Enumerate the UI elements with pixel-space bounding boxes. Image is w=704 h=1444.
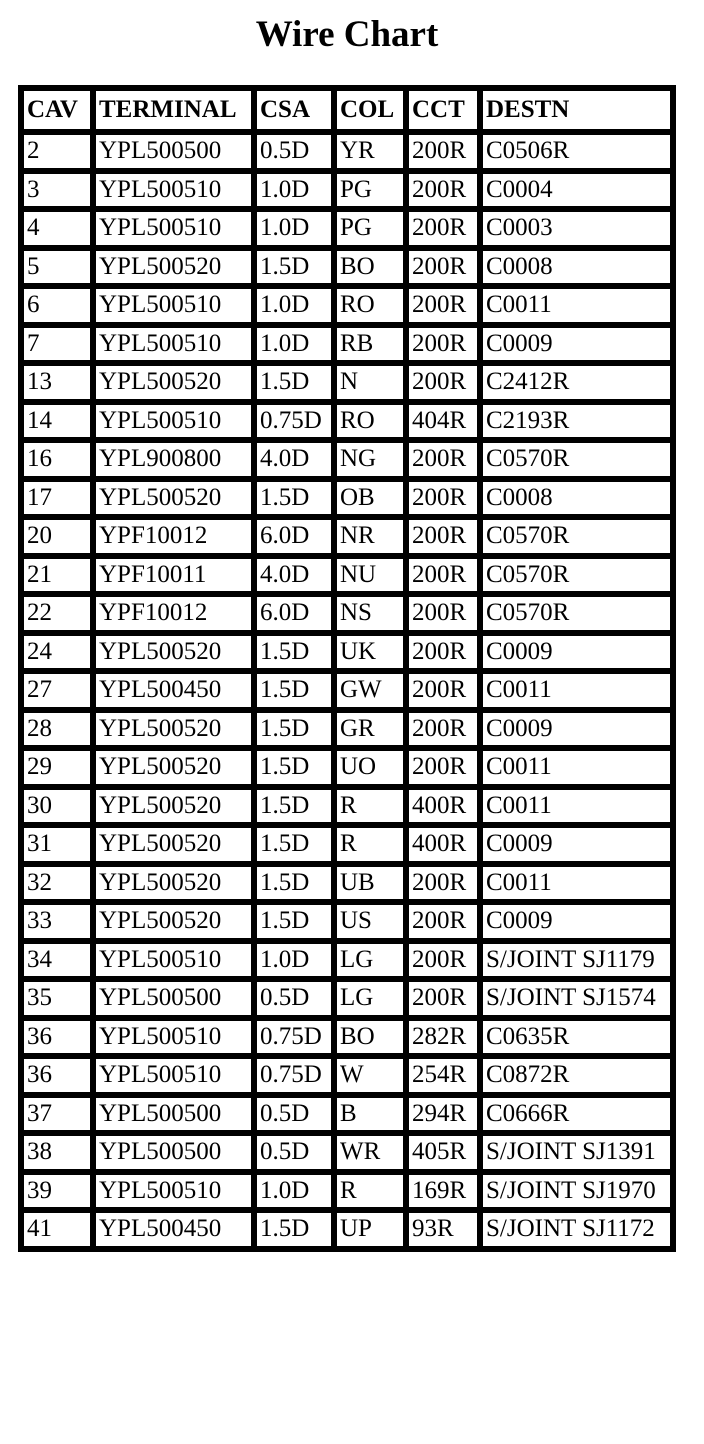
- cell-destn: C0011: [480, 748, 673, 787]
- cell-cav: 30: [21, 787, 93, 826]
- cell-terminal: YPL500450: [93, 1210, 254, 1249]
- cell-csa: 1.5D: [254, 248, 334, 287]
- cell-destn: C2412R: [480, 363, 673, 402]
- cell-terminal: YPL500520: [93, 479, 254, 518]
- cell-col: RO: [334, 402, 406, 441]
- cell-csa: 1.5D: [254, 671, 334, 710]
- cell-cct: 200R: [406, 517, 480, 556]
- table-row: [21, 902, 673, 941]
- cell-col: GW: [334, 671, 406, 710]
- table-row: [21, 710, 673, 749]
- table-row: [21, 1210, 673, 1249]
- cell-cav: 20: [21, 517, 93, 556]
- cell-destn: C0008: [480, 248, 673, 287]
- cell-cav: 29: [21, 748, 93, 787]
- cell-cct: 200R: [406, 479, 480, 518]
- cell-col: NR: [334, 517, 406, 556]
- cell-terminal: YPL500510: [93, 325, 254, 364]
- cell-cct: 282R: [406, 1018, 480, 1057]
- cell-terminal: YPL500510: [93, 286, 254, 325]
- column-header-cav: CAV: [21, 88, 93, 132]
- cell-terminal: YPL500510: [93, 941, 254, 980]
- cell-csa: 0.75D: [254, 402, 334, 441]
- cell-csa: 1.0D: [254, 1172, 334, 1211]
- cell-col: PG: [334, 209, 406, 248]
- cell-destn: C0004: [480, 171, 673, 210]
- cell-cct: 400R: [406, 787, 480, 826]
- cell-cct: 200R: [406, 594, 480, 633]
- cell-terminal: YPF10011: [93, 556, 254, 595]
- cell-cct: 200R: [406, 710, 480, 749]
- cell-col: LG: [334, 979, 406, 1018]
- cell-destn: C0011: [480, 787, 673, 826]
- cell-terminal: YPL500520: [93, 748, 254, 787]
- cell-destn: C0008: [480, 479, 673, 518]
- cell-cav: 41: [21, 1210, 93, 1249]
- cell-cct: 200R: [406, 248, 480, 287]
- cell-destn: C0570R: [480, 440, 673, 479]
- cell-cav: 36: [21, 1056, 93, 1095]
- cell-cct: 200R: [406, 864, 480, 903]
- cell-csa: 1.5D: [254, 864, 334, 903]
- cell-cct: 200R: [406, 902, 480, 941]
- cell-cct: 200R: [406, 325, 480, 364]
- table-row: [21, 748, 673, 787]
- cell-col: W: [334, 1056, 406, 1095]
- cell-cct: 254R: [406, 1056, 480, 1095]
- cell-col: OB: [334, 479, 406, 518]
- cell-col: GR: [334, 710, 406, 749]
- cell-cct: 400R: [406, 825, 480, 864]
- cell-csa: 1.5D: [254, 479, 334, 518]
- column-header-destn: DESTN: [480, 88, 673, 132]
- cell-destn: S/JOINT SJ1574: [480, 979, 673, 1018]
- cell-col: N: [334, 363, 406, 402]
- cell-cav: 16: [21, 440, 93, 479]
- cell-cav: 2: [21, 132, 93, 171]
- cell-cct: 200R: [406, 132, 480, 171]
- cell-cav: 38: [21, 1133, 93, 1172]
- cell-destn: S/JOINT SJ1172: [480, 1210, 673, 1249]
- table-row: [21, 440, 673, 479]
- cell-cav: 21: [21, 556, 93, 595]
- cell-cct: 294R: [406, 1095, 480, 1134]
- cell-terminal: YPL500520: [93, 633, 254, 672]
- cell-terminal: YPL500510: [93, 1018, 254, 1057]
- cell-cct: 200R: [406, 556, 480, 595]
- cell-terminal: YPL500520: [93, 363, 254, 402]
- cell-cct: 200R: [406, 171, 480, 210]
- cell-destn: C0003: [480, 209, 673, 248]
- cell-cav: 31: [21, 825, 93, 864]
- cell-csa: 1.5D: [254, 787, 334, 826]
- cell-destn: C0011: [480, 671, 673, 710]
- table-row: [21, 979, 673, 1018]
- table-row: [21, 209, 673, 248]
- cell-csa: 1.5D: [254, 748, 334, 787]
- cell-terminal: YPL500500: [93, 979, 254, 1018]
- cell-col: RO: [334, 286, 406, 325]
- table-row: [21, 1172, 673, 1211]
- cell-destn: C0872R: [480, 1056, 673, 1095]
- cell-csa: 1.5D: [254, 363, 334, 402]
- cell-csa: 0.75D: [254, 1056, 334, 1095]
- cell-col: R: [334, 787, 406, 826]
- table-row: [21, 325, 673, 364]
- table-row: [21, 286, 673, 325]
- cell-destn: C0009: [480, 710, 673, 749]
- cell-csa: 1.0D: [254, 209, 334, 248]
- page-title: Wire Chart: [255, 14, 439, 55]
- cell-col: RB: [334, 325, 406, 364]
- cell-cct: 200R: [406, 440, 480, 479]
- cell-col: US: [334, 902, 406, 941]
- cell-col: UP: [334, 1210, 406, 1249]
- table-row: [21, 517, 673, 556]
- cell-col: WR: [334, 1133, 406, 1172]
- cell-cct: 200R: [406, 633, 480, 672]
- cell-cct: 200R: [406, 671, 480, 710]
- cell-csa: 0.5D: [254, 132, 334, 171]
- cell-destn: C0570R: [480, 556, 673, 595]
- cell-col: NG: [334, 440, 406, 479]
- cell-col: NU: [334, 556, 406, 595]
- cell-col: UO: [334, 748, 406, 787]
- cell-cav: 36: [21, 1018, 93, 1057]
- table-row: [21, 556, 673, 595]
- cell-col: YR: [334, 132, 406, 171]
- cell-csa: 4.0D: [254, 440, 334, 479]
- cell-cav: 17: [21, 479, 93, 518]
- cell-terminal: YPL500520: [93, 864, 254, 903]
- cell-terminal: YPL500500: [93, 1095, 254, 1134]
- table-row: [21, 132, 673, 171]
- cell-col: R: [334, 1172, 406, 1211]
- cell-cav: 37: [21, 1095, 93, 1134]
- cell-cct: 200R: [406, 209, 480, 248]
- cell-terminal: YPF10012: [93, 517, 254, 556]
- table-body: [21, 132, 673, 1249]
- cell-cav: 24: [21, 633, 93, 672]
- cell-cct: 200R: [406, 979, 480, 1018]
- cell-terminal: YPL500510: [93, 209, 254, 248]
- cell-destn: S/JOINT SJ1970: [480, 1172, 673, 1211]
- cell-col: UK: [334, 633, 406, 672]
- wire-chart-table: [18, 85, 676, 1252]
- cell-terminal: YPL500520: [93, 710, 254, 749]
- table-row: [21, 1056, 673, 1095]
- table-row: [21, 363, 673, 402]
- cell-destn: S/JOINT SJ1391: [480, 1133, 673, 1172]
- cell-terminal: YPL500520: [93, 825, 254, 864]
- cell-cct: 169R: [406, 1172, 480, 1211]
- cell-csa: 6.0D: [254, 517, 334, 556]
- cell-cav: 39: [21, 1172, 93, 1211]
- cell-csa: 1.5D: [254, 710, 334, 749]
- cell-cct: 404R: [406, 402, 480, 441]
- column-header-csa: CSA: [254, 88, 334, 132]
- cell-cav: 4: [21, 209, 93, 248]
- cell-col: LG: [334, 941, 406, 980]
- cell-terminal: YPL500500: [93, 132, 254, 171]
- cell-csa: 0.5D: [254, 1095, 334, 1134]
- cell-destn: C0009: [480, 825, 673, 864]
- cell-csa: 0.5D: [254, 979, 334, 1018]
- cell-cav: 32: [21, 864, 93, 903]
- cell-cav: 27: [21, 671, 93, 710]
- table-row: [21, 479, 673, 518]
- cell-terminal: YPL500510: [93, 171, 254, 210]
- cell-destn: C2193R: [480, 402, 673, 441]
- cell-terminal: YPL900800: [93, 440, 254, 479]
- column-header-terminal: TERMINAL: [93, 88, 254, 132]
- cell-cav: 28: [21, 710, 93, 749]
- cell-col: BO: [334, 248, 406, 287]
- cell-cav: 22: [21, 594, 93, 633]
- cell-csa: 0.5D: [254, 1133, 334, 1172]
- cell-csa: 4.0D: [254, 556, 334, 595]
- cell-cav: 3: [21, 171, 93, 210]
- table-row: [21, 1133, 673, 1172]
- table-row: [21, 1095, 673, 1134]
- cell-destn: C0011: [480, 864, 673, 903]
- cell-destn: C0570R: [480, 517, 673, 556]
- cell-cct: 405R: [406, 1133, 480, 1172]
- table-row: [21, 633, 673, 672]
- cell-csa: 0.75D: [254, 1018, 334, 1057]
- cell-csa: 1.5D: [254, 825, 334, 864]
- cell-csa: 1.0D: [254, 325, 334, 364]
- cell-terminal: YPL500520: [93, 902, 254, 941]
- cell-cav: 33: [21, 902, 93, 941]
- cell-cav: 13: [21, 363, 93, 402]
- cell-cav: 6: [21, 286, 93, 325]
- cell-terminal: YPL500520: [93, 248, 254, 287]
- cell-destn: C0009: [480, 633, 673, 672]
- cell-terminal: YPL500520: [93, 787, 254, 826]
- cell-cct: 93R: [406, 1210, 480, 1249]
- cell-col: B: [334, 1095, 406, 1134]
- table-row: [21, 825, 673, 864]
- column-header-col: COL: [334, 88, 406, 132]
- cell-csa: 1.0D: [254, 171, 334, 210]
- cell-cav: 7: [21, 325, 93, 364]
- cell-destn: S/JOINT SJ1179: [480, 941, 673, 980]
- table-row: [21, 248, 673, 287]
- cell-destn: C0009: [480, 902, 673, 941]
- cell-destn: C0666R: [480, 1095, 673, 1134]
- cell-terminal: YPL500450: [93, 671, 254, 710]
- table-row: [21, 1018, 673, 1057]
- cell-destn: C0635R: [480, 1018, 673, 1057]
- cell-col: R: [334, 825, 406, 864]
- cell-destn: C0009: [480, 325, 673, 364]
- cell-csa: 1.5D: [254, 633, 334, 672]
- table-row: [21, 402, 673, 441]
- cell-cct: 200R: [406, 286, 480, 325]
- cell-terminal: YPL500500: [93, 1133, 254, 1172]
- cell-csa: 1.5D: [254, 902, 334, 941]
- cell-col: PG: [334, 171, 406, 210]
- cell-terminal: YPL500510: [93, 1172, 254, 1211]
- cell-destn: C0011: [480, 286, 673, 325]
- table-row: [21, 594, 673, 633]
- cell-csa: 6.0D: [254, 594, 334, 633]
- cell-destn: C0570R: [480, 594, 673, 633]
- cell-csa: 1.0D: [254, 941, 334, 980]
- cell-col: BO: [334, 1018, 406, 1057]
- table-row: [21, 941, 673, 980]
- cell-terminal: YPF10012: [93, 594, 254, 633]
- table-header-row: [21, 88, 673, 132]
- cell-cct: 200R: [406, 363, 480, 402]
- cell-cav: 14: [21, 402, 93, 441]
- cell-cav: 35: [21, 979, 93, 1018]
- cell-terminal: YPL500510: [93, 402, 254, 441]
- cell-col: UB: [334, 864, 406, 903]
- cell-cct: 200R: [406, 748, 480, 787]
- table-row: [21, 864, 673, 903]
- table-row: [21, 671, 673, 710]
- cell-cav: 5: [21, 248, 93, 287]
- cell-cav: 34: [21, 941, 93, 980]
- cell-destn: C0506R: [480, 132, 673, 171]
- column-header-cct: CCT: [406, 88, 480, 132]
- cell-terminal: YPL500510: [93, 1056, 254, 1095]
- cell-col: NS: [334, 594, 406, 633]
- cell-csa: 1.0D: [254, 286, 334, 325]
- table-row: [21, 171, 673, 210]
- cell-cct: 200R: [406, 941, 480, 980]
- cell-csa: 1.5D: [254, 1210, 334, 1249]
- table-row: [21, 787, 673, 826]
